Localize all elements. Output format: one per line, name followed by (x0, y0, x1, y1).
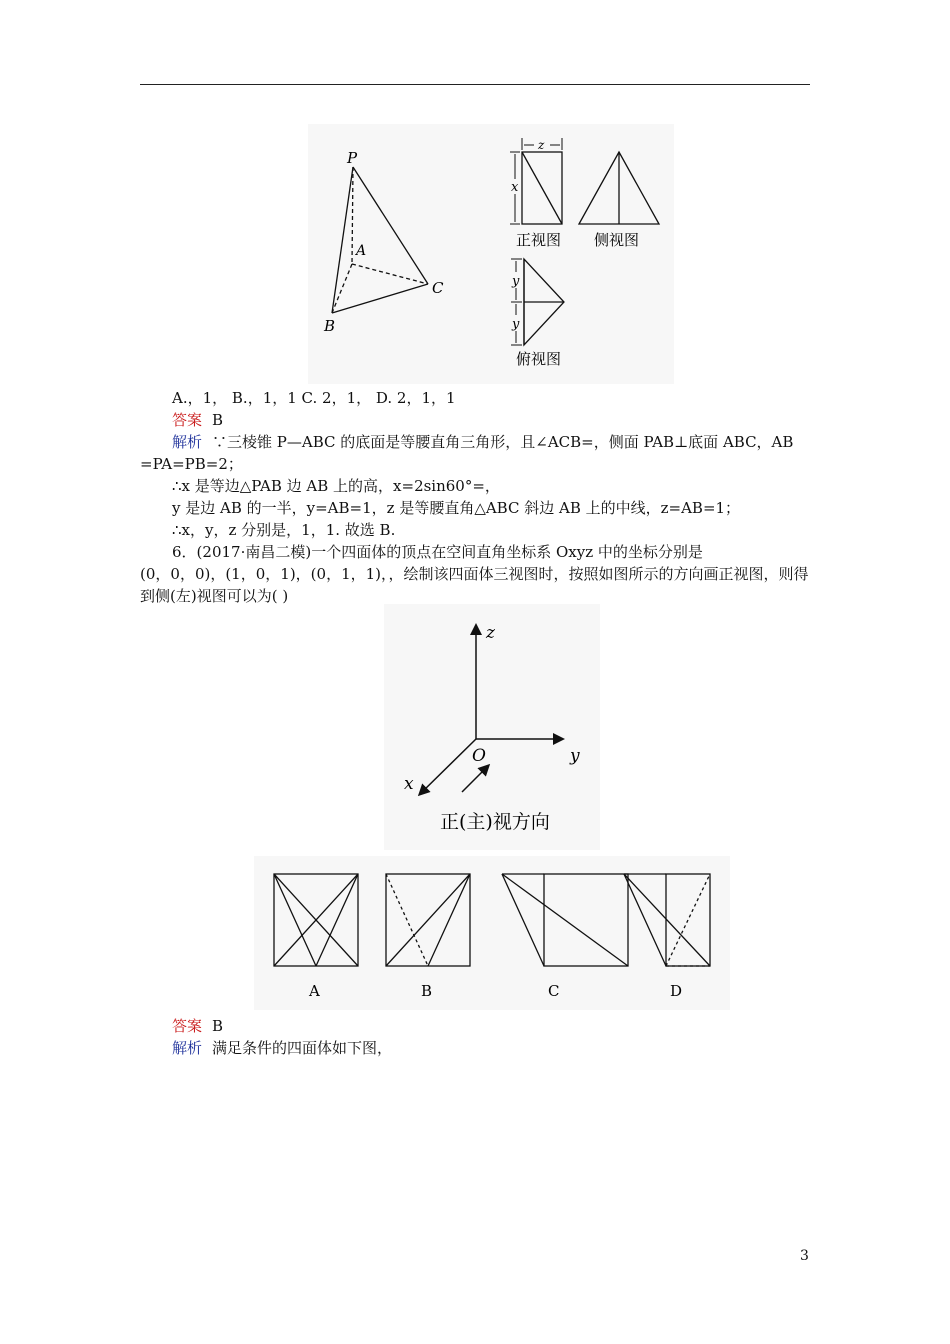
dim-y-lower: y (512, 317, 520, 332)
analysis-text: 满足条件的四面体如下图， (212, 1039, 393, 1057)
q5-options: A.，1， B.，1，1 C. 2，1， D. 2，1，1 (172, 389, 456, 407)
label-C: C (432, 279, 444, 297)
origin-label: O (472, 746, 486, 766)
choices-figure (254, 856, 730, 1010)
q6-analysis (172, 1038, 392, 1058)
q5-analysis-line4: y 是边 AB 的一半，y=AB=1，z 是等腰直角△ABC 斜边 AB 上的中线，z=AB=1； (172, 499, 741, 517)
choice-C-label: C (548, 982, 560, 1000)
q5-analysis-line2: =PA=PB=2； (140, 455, 243, 473)
q5-analysis-line5: ∴x，y，z 分别是，1，1. 故选 B. (172, 521, 396, 539)
choice-B-label: B (421, 982, 433, 1000)
analysis-label: 解析 (172, 1039, 203, 1057)
q5-analysis-line1 (172, 432, 793, 452)
side-view-caption: 侧视图 (594, 231, 640, 249)
front-view-caption: 正视图 (516, 231, 562, 249)
q6-stem-line2: (0，0，0)，(1，0，1)，(0，1，1)，，绘制该四面体三视图时，按照如图所示的方向画正视图，则得 (140, 565, 809, 583)
q6-answer (172, 1016, 223, 1036)
page-number: 3 (800, 1248, 809, 1264)
q5-answer (172, 410, 223, 430)
analysis-text: ∵三棱锥 P—ABC 的底面是等腰直角三角形，且∠ACB=，侧面 PAB⊥底面 ABC，AB (212, 433, 794, 451)
choice-A-label: A (309, 982, 320, 1000)
answer-value: B (212, 411, 224, 429)
view-direction-caption: 正(主)视方向 (440, 811, 550, 833)
dim-z: z (538, 138, 545, 152)
pyramid-three-views-figure (308, 124, 674, 384)
axis-label-z: z (486, 623, 495, 643)
label-A: A (356, 243, 367, 259)
top-view-caption: 俯视图 (516, 350, 562, 368)
q6-stem-line3: 到侧(左)视图可以为( ) (140, 587, 289, 605)
dim-x: x (511, 180, 519, 195)
header-rule (140, 84, 810, 85)
dim-y-upper: y (512, 274, 520, 289)
label-B: B (324, 317, 336, 335)
q5-analysis-line3: ∴x 是等边△PAB 边 AB 上的高，x=2sin60°=， (172, 477, 500, 495)
axis-label-x: x (404, 774, 414, 794)
answer-label: 答案 (172, 411, 203, 429)
label-P: P (347, 149, 358, 167)
axis-label-y: y (570, 746, 580, 766)
answer-value: B (212, 1017, 224, 1035)
q6-stem-line1: 6．(2017·南昌二模)一个四面体的顶点在空间直角坐标系 Oxyz 中的坐标分别是 (172, 543, 703, 561)
choice-D-label: D (670, 982, 683, 1000)
coordinate-axes-figure (384, 604, 600, 850)
answer-label: 答案 (172, 1017, 203, 1035)
analysis-label: 解析 (172, 433, 203, 451)
